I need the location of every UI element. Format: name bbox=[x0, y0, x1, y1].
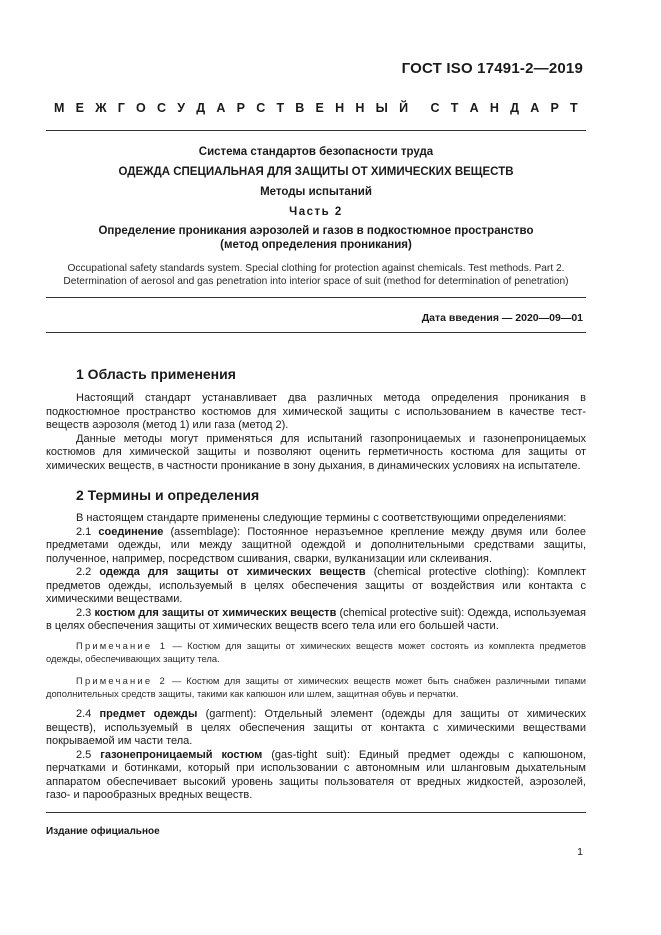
letter: Т bbox=[570, 101, 578, 115]
letter: Е bbox=[75, 101, 84, 115]
term-definition: (assemblage): Постоянное неразъемное крепление между двумя или более предметами одежды, или между защитной одеждой и дополнительными средствами защиты, полученное, например, посредством сшивания, сварки, вулканизации или склеивания. bbox=[46, 525, 586, 565]
title-methods: Методы испытаний bbox=[260, 186, 372, 198]
letter: А bbox=[530, 101, 540, 115]
letter: С bbox=[256, 101, 266, 115]
term-definition: (gas-tight suit): Единый предмет одежды с капюшоном, перчатками и ботинками, который при использовании с автономным или шланговым дыхательным аппаратом обеспечивает высокий уровень защиты пользователя от вредных жидкостей, аэрозолей, газо- и парообразных вредных веществ. bbox=[46, 748, 586, 801]
letter: Й bbox=[399, 101, 409, 115]
letter: М bbox=[54, 101, 65, 115]
intro-date: Дата введения — 2020—09—01 bbox=[421, 312, 583, 324]
date-divider bbox=[46, 332, 586, 333]
subtitle-line-1: Определение проникания аэрозолей и газов в подкостюмное пространство bbox=[98, 225, 534, 237]
title-series: Система стандартов безопасности труда bbox=[198, 146, 434, 158]
term-number: 2.1 bbox=[76, 525, 92, 538]
section-1-body bbox=[46, 392, 586, 473]
section-1-heading: 1 Область применения bbox=[76, 366, 236, 382]
letter: Е bbox=[315, 101, 324, 115]
letter: Р bbox=[236, 101, 245, 115]
letter: У bbox=[177, 101, 186, 115]
note-label: Примечание 2 bbox=[76, 675, 167, 686]
term-name: одежда для защиты от химических веществ bbox=[99, 566, 366, 578]
title-part: Часть 2 bbox=[289, 206, 343, 218]
section-2-body-a bbox=[46, 512, 586, 634]
term-name: костюм для защиты от химических веществ bbox=[94, 606, 337, 619]
title-subtitle bbox=[46, 225, 586, 252]
official-edition-label: Издание официальное bbox=[46, 826, 160, 837]
letter: А bbox=[216, 101, 226, 115]
term-number: 2.4 bbox=[76, 708, 92, 720]
title-english: Occupational safety standards system. Special clothing for protection against chemicals. Test methods. Part 2. Determination of aerosol and gas penetration into interior space of suit (method for determination of penetration) bbox=[63, 263, 569, 287]
note-2 bbox=[46, 675, 586, 700]
title-divider bbox=[46, 297, 586, 298]
term-definition: (garment): Отдельный элемент (одежды для защиты от химических веществ), используемый в целях обеспечения защиты от контакта с химическими веществами покрываемой им части тела. bbox=[46, 708, 586, 747]
term-number: 2.2 bbox=[76, 566, 92, 578]
section-1-paragraph-1: Настоящий стандарт устанавливает два различных метода определения проникания в подкостюмное пространство костюмов для химической защиты с использованием в качестве тест-веществ аэрозоля (метод 1) или газа (метод 2). bbox=[46, 392, 586, 431]
term-2-5 bbox=[46, 749, 586, 803]
letter: Н bbox=[335, 101, 345, 115]
letter: Т bbox=[276, 101, 285, 115]
letter: Н bbox=[355, 101, 365, 115]
term-name: предмет одежды bbox=[99, 708, 198, 720]
term-name: соединение bbox=[98, 525, 164, 538]
term-definition: (chemical protective suit): Одежда, используемая в целях обеспечения защиты от химических веществ всего тела или его большей части. bbox=[46, 606, 586, 632]
letter: Г bbox=[117, 101, 125, 115]
page-number: 1 bbox=[577, 846, 583, 858]
note-label: Примечание 1 bbox=[76, 640, 168, 651]
term-name: газонепроницаемый костюм bbox=[100, 748, 263, 761]
letter: Ы bbox=[375, 101, 388, 115]
section-2-intro: В настоящем стандарте применены следующие термины с соответствующими определениями: bbox=[76, 512, 567, 524]
letter: С bbox=[430, 101, 440, 115]
letter: Ж bbox=[95, 101, 107, 115]
header-divider bbox=[46, 130, 586, 131]
standard-type-title bbox=[54, 101, 578, 115]
term-2-1 bbox=[46, 526, 586, 567]
standard-number: ГОСТ ISO 17491-2—2019 bbox=[401, 60, 583, 77]
letter: В bbox=[295, 101, 305, 115]
note-text: — Костюм для защиты от химических веществ может состоять из комплекта предметов одежды, обеспечивающих защиту тела. bbox=[46, 640, 586, 664]
title-main: ОДЕЖДА СПЕЦИАЛЬНАЯ ДЛЯ ЗАЩИТЫ ОТ ХИМИЧЕСКИХ ВЕЩЕСТВ bbox=[118, 166, 514, 178]
letter: Н bbox=[489, 101, 499, 115]
term-2-4 bbox=[46, 708, 586, 749]
term-definition: (chemical protective clothing): Комплект предметов одежды, используемый в целях обеспечения защиты от воздействия или контакта с химическими веществами. bbox=[46, 566, 586, 605]
term-number: 2.3 bbox=[76, 606, 92, 619]
letter: О bbox=[136, 101, 146, 115]
section-1-paragraph-2: Данные методы могут применяться для испытаний газопроницаемых и газонепроницаемых костюмов для химической защиты и позволяют оценить герметичность костюма для защиты от химических веществ, в частности проникание в зону дыхания, в динамических условиях на испытателе. bbox=[46, 432, 586, 472]
letter: А bbox=[469, 101, 479, 115]
term-2-3 bbox=[46, 607, 586, 634]
letter: Д bbox=[510, 101, 520, 115]
subtitle-line-2: (метод определения проникания) bbox=[220, 238, 412, 251]
footer-divider bbox=[46, 812, 586, 813]
letter: Д bbox=[196, 101, 206, 115]
note-text: — Костюм для защиты от химических веществ может быть снабжен различными типами дополнительных средств защиты, такими как капюшон или шлем, защитная обувь и перчатки. bbox=[46, 675, 587, 699]
term-number: 2.5 bbox=[76, 748, 92, 761]
letter: Р bbox=[550, 101, 559, 115]
letter: Т bbox=[450, 101, 459, 115]
note-1 bbox=[46, 640, 586, 665]
section-2-body-b bbox=[46, 708, 586, 803]
section-2-heading: 2 Термины и определения bbox=[76, 487, 260, 503]
term-2-2 bbox=[46, 566, 586, 607]
letter: С bbox=[157, 101, 167, 115]
